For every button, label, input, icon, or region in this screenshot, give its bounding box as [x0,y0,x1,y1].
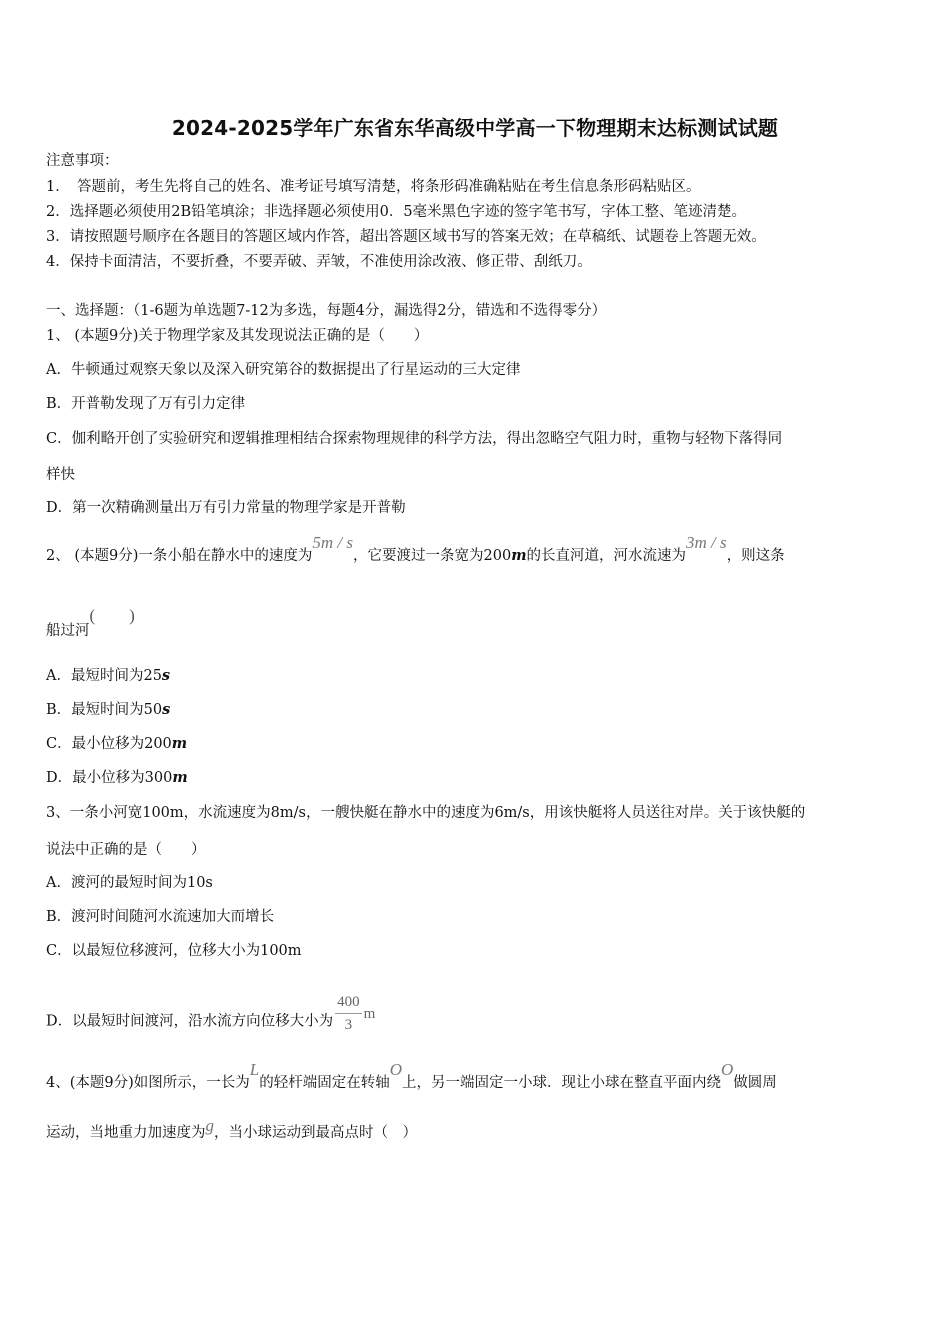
q3-option-a: A．渡河的最短时间为10s [46,875,213,891]
q4-stem-cont [46,1116,417,1143]
q4-symbol-O2: O [721,1060,734,1079]
q1-option-d: D．第一次精确测量出万有引力常量的物理学家是开普勒 [46,500,406,516]
q1-option-a: A．牛顿通过观察天象以及深入研究第谷的数据提出了行星运动的三大定律 [46,362,521,378]
notice-heading: 注意事项： [46,153,119,169]
q2-stem-c: 的长直河道，河水流速为 [526,548,687,564]
q3-option-c: C．以最短位移渡河，位移大小为100m [46,943,302,959]
q1-option-c: C．伽利略开创了实验研究和逻辑推理相结合探索物理规律的科学方法，得出忽略空气阻力时，重物与轻物下落得同 [46,431,783,447]
q2-option-b [46,700,170,720]
notice-item-4: 4．保持卡面清洁，不要折叠，不要弄破、弄皱，不准使用涂改液、修正带、刮纸刀。 [46,254,592,270]
q4-symbol-g: g [205,1116,214,1135]
q2-stem2-text: 船过河 [46,623,90,639]
q2-option-a-unit: s [161,667,171,684]
q1-stem: 1、 (本题9分)关于物理学家及其发现说法正确的是（ ） [46,328,429,344]
q2-option-c-unit: m [171,735,188,752]
section-heading: 一、选择题：（1-6题为单选题7-12为多选，每题4分，漏选得2分，错选和不选得零分） [46,303,607,319]
q3-option-d [46,994,376,1042]
q2-option-d-text: D．最小位移为300 [46,770,173,786]
q2-stem-b: ，它要渡过一条宽为200 [353,548,512,564]
q2-stem-2 [46,606,135,641]
q3-fraction-denominator: 3 [344,1017,353,1033]
q3-option-b: B．渡河时间随河水流速加大而增长 [46,909,275,925]
q4-stem2-a: 运动，当地重力加速度为 [46,1125,206,1141]
q1-option-b: B．开普勒发现了万有引力定律 [46,396,246,412]
notice-item-1: 1． 答题前，考生先将自己的姓名、准考证号填写清楚，将条形码准确粘贴在考生信息条形码粘贴区。 [46,179,701,195]
page-title: 2024-2025学年广东省东华高级中学高一下物理期末达标测试试题 [171,116,779,140]
q2-paren: ( ) [89,606,135,625]
q2-stem [46,533,785,566]
q2-option-a-text: A．最短时间为25 [46,668,162,684]
q3-option-d-text: D．以最短时间渡河，沿水流方向位移大小为 [46,1013,334,1030]
q3-fraction-numerator: 400 [335,993,362,1014]
notice-item-2: 2．选择题必须使用2B铅笔填涂；非选择题必须使用0．5毫米黑色字迹的签字笔书写，字体工整、笔迹清楚。 [46,204,747,220]
q2-option-b-text: B．最短时间为50 [46,702,163,718]
q4-stem-b: 的轻杆端固定在转轴 [259,1075,390,1091]
q4-symbol-O1: O [389,1060,403,1079]
q2-option-b-unit: s [162,701,171,718]
q4-stem-c: 上，另一端固定一小球．现让小球在整直平面内绕 [402,1075,722,1091]
q2-option-d [46,768,188,788]
q4-stem-a: 4、(本题9分)如图所示，一长为 [46,1075,250,1091]
q2-option-d-unit: m [172,769,188,786]
q2-unit-m: m [511,547,527,564]
q4-stem-d: 做圆周 [733,1075,777,1091]
q2-option-c [46,734,187,754]
q2-speed-boat: 5m / s [312,533,353,552]
q2-option-a [46,666,170,686]
q3-stem: 3、一条小河宽100m，水流速度为8m/s，一艘快艇在静水中的速度为6m/s，用该快艇将人员送往对岸。关于该快艇的 [46,805,806,821]
notice-item-3: 3．请按照题号顺序在各题目的答题区域内作答，超出答题区域书写的答案无效；在草稿纸、试题卷上答题无效。 [46,229,766,245]
q3-fraction [335,993,362,1034]
q3-option-d-unit: m [363,1005,376,1022]
q3-stem-cont: 说法中正确的是（ ） [46,842,206,858]
q2-option-c-text: C．最小位移为200 [46,736,172,752]
q1-option-c-cont: 样快 [46,467,75,483]
q4-stem2-b: ，当小球运动到最高点时（ ） [214,1125,417,1141]
q2-stem-d: ，则这条 [726,548,785,564]
q2-stem-a: 2、 (本题9分)一条小船在静水中的速度为 [46,548,313,564]
q2-speed-river: 3m / s [686,533,727,552]
q4-stem [46,1060,777,1093]
q4-symbol-L: L [249,1060,260,1079]
